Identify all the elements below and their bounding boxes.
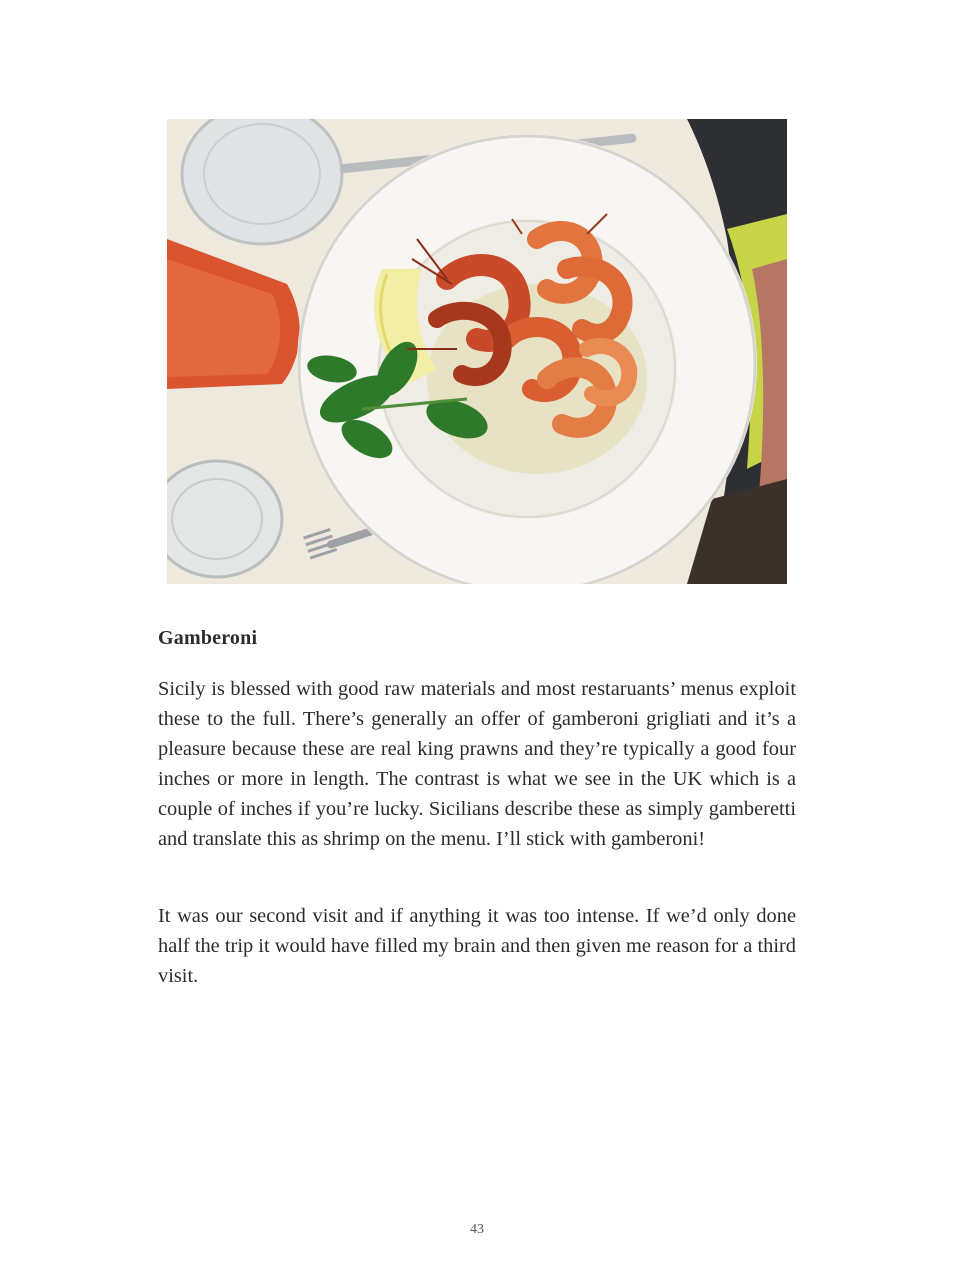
section-heading: Gamberoni xyxy=(158,627,258,649)
body-paragraph-1: Sicily is blessed with good raw materials and most restaruants’ menus exploit these to the full. There’s generally an offer of gamberoni grigliati and it’s a pleasure because these are real king prawns and they’re typically a good four inches or more in length. The contrast is what we see in the UK which is a couple of inches if you’re lucky. Sicilians describe these as simply gamberetti and translate this as shrimp on the menu. I’ll stick with gamberoni! xyxy=(158,678,796,850)
gamberoni-photo xyxy=(167,119,787,584)
page-number: 43 xyxy=(470,1222,484,1237)
body-paragraph-2: It was our second visit and if anything it was too intense. If we’d only done half the trip it would have filled my brain and then given me reason for a third visit. xyxy=(158,905,796,987)
